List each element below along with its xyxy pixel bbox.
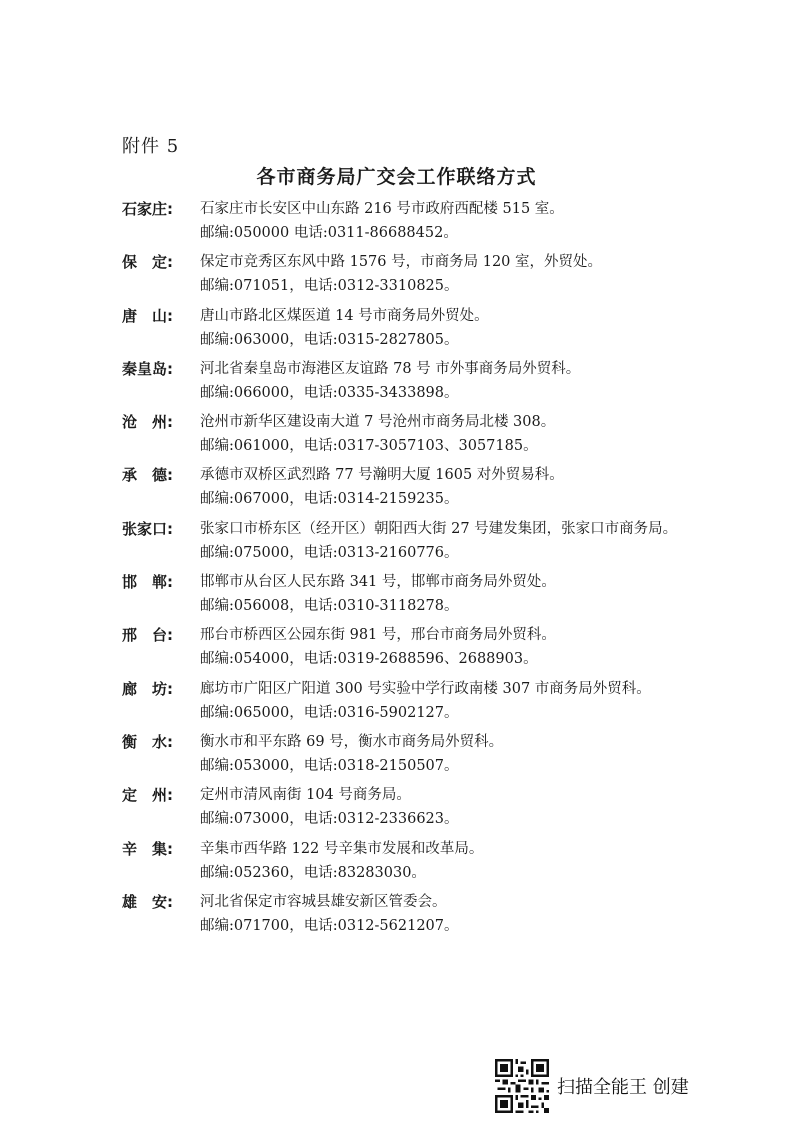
postcode-phone-line: 邮编:073000，电话:0312-2336623。 [200,811,459,828]
contact-entry [122,679,762,732]
city-name: 雄 安: [122,892,173,911]
postcode-phone-line: 邮编:053000，电话:0318-2150507。 [200,757,459,774]
contact-entry [122,519,762,572]
contact-entry [122,199,762,252]
postcode-phone-line: 邮编:052360，电话:83283030。 [200,864,426,881]
contact-entry [122,465,762,518]
postcode-phone-line: 邮编:054000，电话:0319-2688596、2688903。 [200,651,538,668]
contact-entry [122,359,762,412]
qr-code-icon [495,1059,549,1113]
address-line: 沧州市新华区建设南大道 7 号沧州市商务局北楼 308。 [200,414,556,431]
city-name: 保 定: [122,253,173,272]
contact-entry [122,732,762,785]
postcode-phone-line: 邮编:067000，电话:0314-2159235。 [200,491,459,508]
postcode-phone-line: 邮编:071051，电话:0312-3310825。 [200,278,459,295]
city-name: 石家庄: [122,200,173,218]
contact-entry [122,412,762,465]
contact-entry [122,306,762,359]
address-line: 石家庄市长安区中山东路 216 号市政府西配楼 515 室。 [200,201,564,217]
address-line: 河北省保定市容城县雄安新区管委会。 [200,893,447,910]
address-line: 邢台市桥西区公园东街 981 号，邢台市商务局外贸科。 [200,627,556,644]
city-name: 邯 郸: [122,573,173,592]
address-line: 衡水市和平东路 69 号，衡水市商务局外贸科。 [200,733,504,750]
postcode-phone-line: 邮编:065000，电话:0316-5902127。 [200,704,459,721]
city-name: 秦皇岛: [122,359,173,378]
city-name: 唐 山: [122,306,173,325]
attachment-label: 附件 5 [122,136,180,157]
postcode-phone-line: 邮编:056008，电话:0310-3118278。 [200,598,459,615]
postcode-phone-line: 邮编:071700，电话:0312-5621207。 [200,917,459,934]
address-line: 定州市清风南街 104 号商务局。 [200,787,411,804]
address-line: 保定市竞秀区东风中路 1576 号，市商务局 120 室，外贸处。 [200,254,603,271]
postcode-phone-line: 邮编:075000，电话:0313-2160776。 [200,544,459,561]
contact-entry [122,572,762,625]
address-line: 邯郸市从台区人民东路 341 号，邯郸市商务局外贸处。 [200,574,556,591]
address-line: 承德市双桥区武烈路 77 号瀚明大厦 1605 对外贸易科。 [200,467,564,484]
document-title: 各市商务局广交会工作联络方式 [256,166,537,188]
address-line: 河北省秦皇岛市海港区友谊路 78 号 市外事商务局外贸科。 [200,360,581,377]
city-name: 衡 水: [122,732,173,751]
city-name: 定 州: [122,786,173,805]
city-name: 邢 台: [122,626,173,645]
contact-list [122,199,762,945]
postcode-phone-line: 邮编:061000，电话:0317-3057103、3057185。 [200,438,538,455]
contact-entry [122,839,762,892]
postcode-phone-line: 邮编:050000 电话:0311-86688452。 [200,225,458,241]
watermark-text: 扫描全能王 创建 [557,1077,689,1098]
address-line: 辛集市西华路 122 号辛集市发展和改革局。 [200,840,484,857]
postcode-phone-line: 邮编:063000，电话:0315-2827805。 [200,331,459,348]
contact-entry [122,785,762,838]
city-name: 沧 州: [122,413,173,432]
scanner-watermark [495,1058,689,1114]
postcode-phone-line: 邮编:066000，电话:0335-3433898。 [200,384,459,401]
city-name: 辛 集: [122,839,173,858]
address-line: 唐山市路北区煤医道 14 号市商务局外贸处。 [200,307,489,324]
city-name: 廊 坊: [122,679,173,698]
address-line: 廊坊市广阳区广阳道 300 号实验中学行政南楼 307 市商务局外贸科。 [200,680,651,697]
contact-entry [122,625,762,678]
contact-entry [122,892,762,945]
contact-entry [122,252,762,305]
city-name: 承 德: [122,466,173,485]
address-line: 张家口市桥东区（经开区）朝阳西大街 27 号建发集团，张家口市商务局。 [200,520,678,537]
city-name: 张家口: [122,519,173,538]
